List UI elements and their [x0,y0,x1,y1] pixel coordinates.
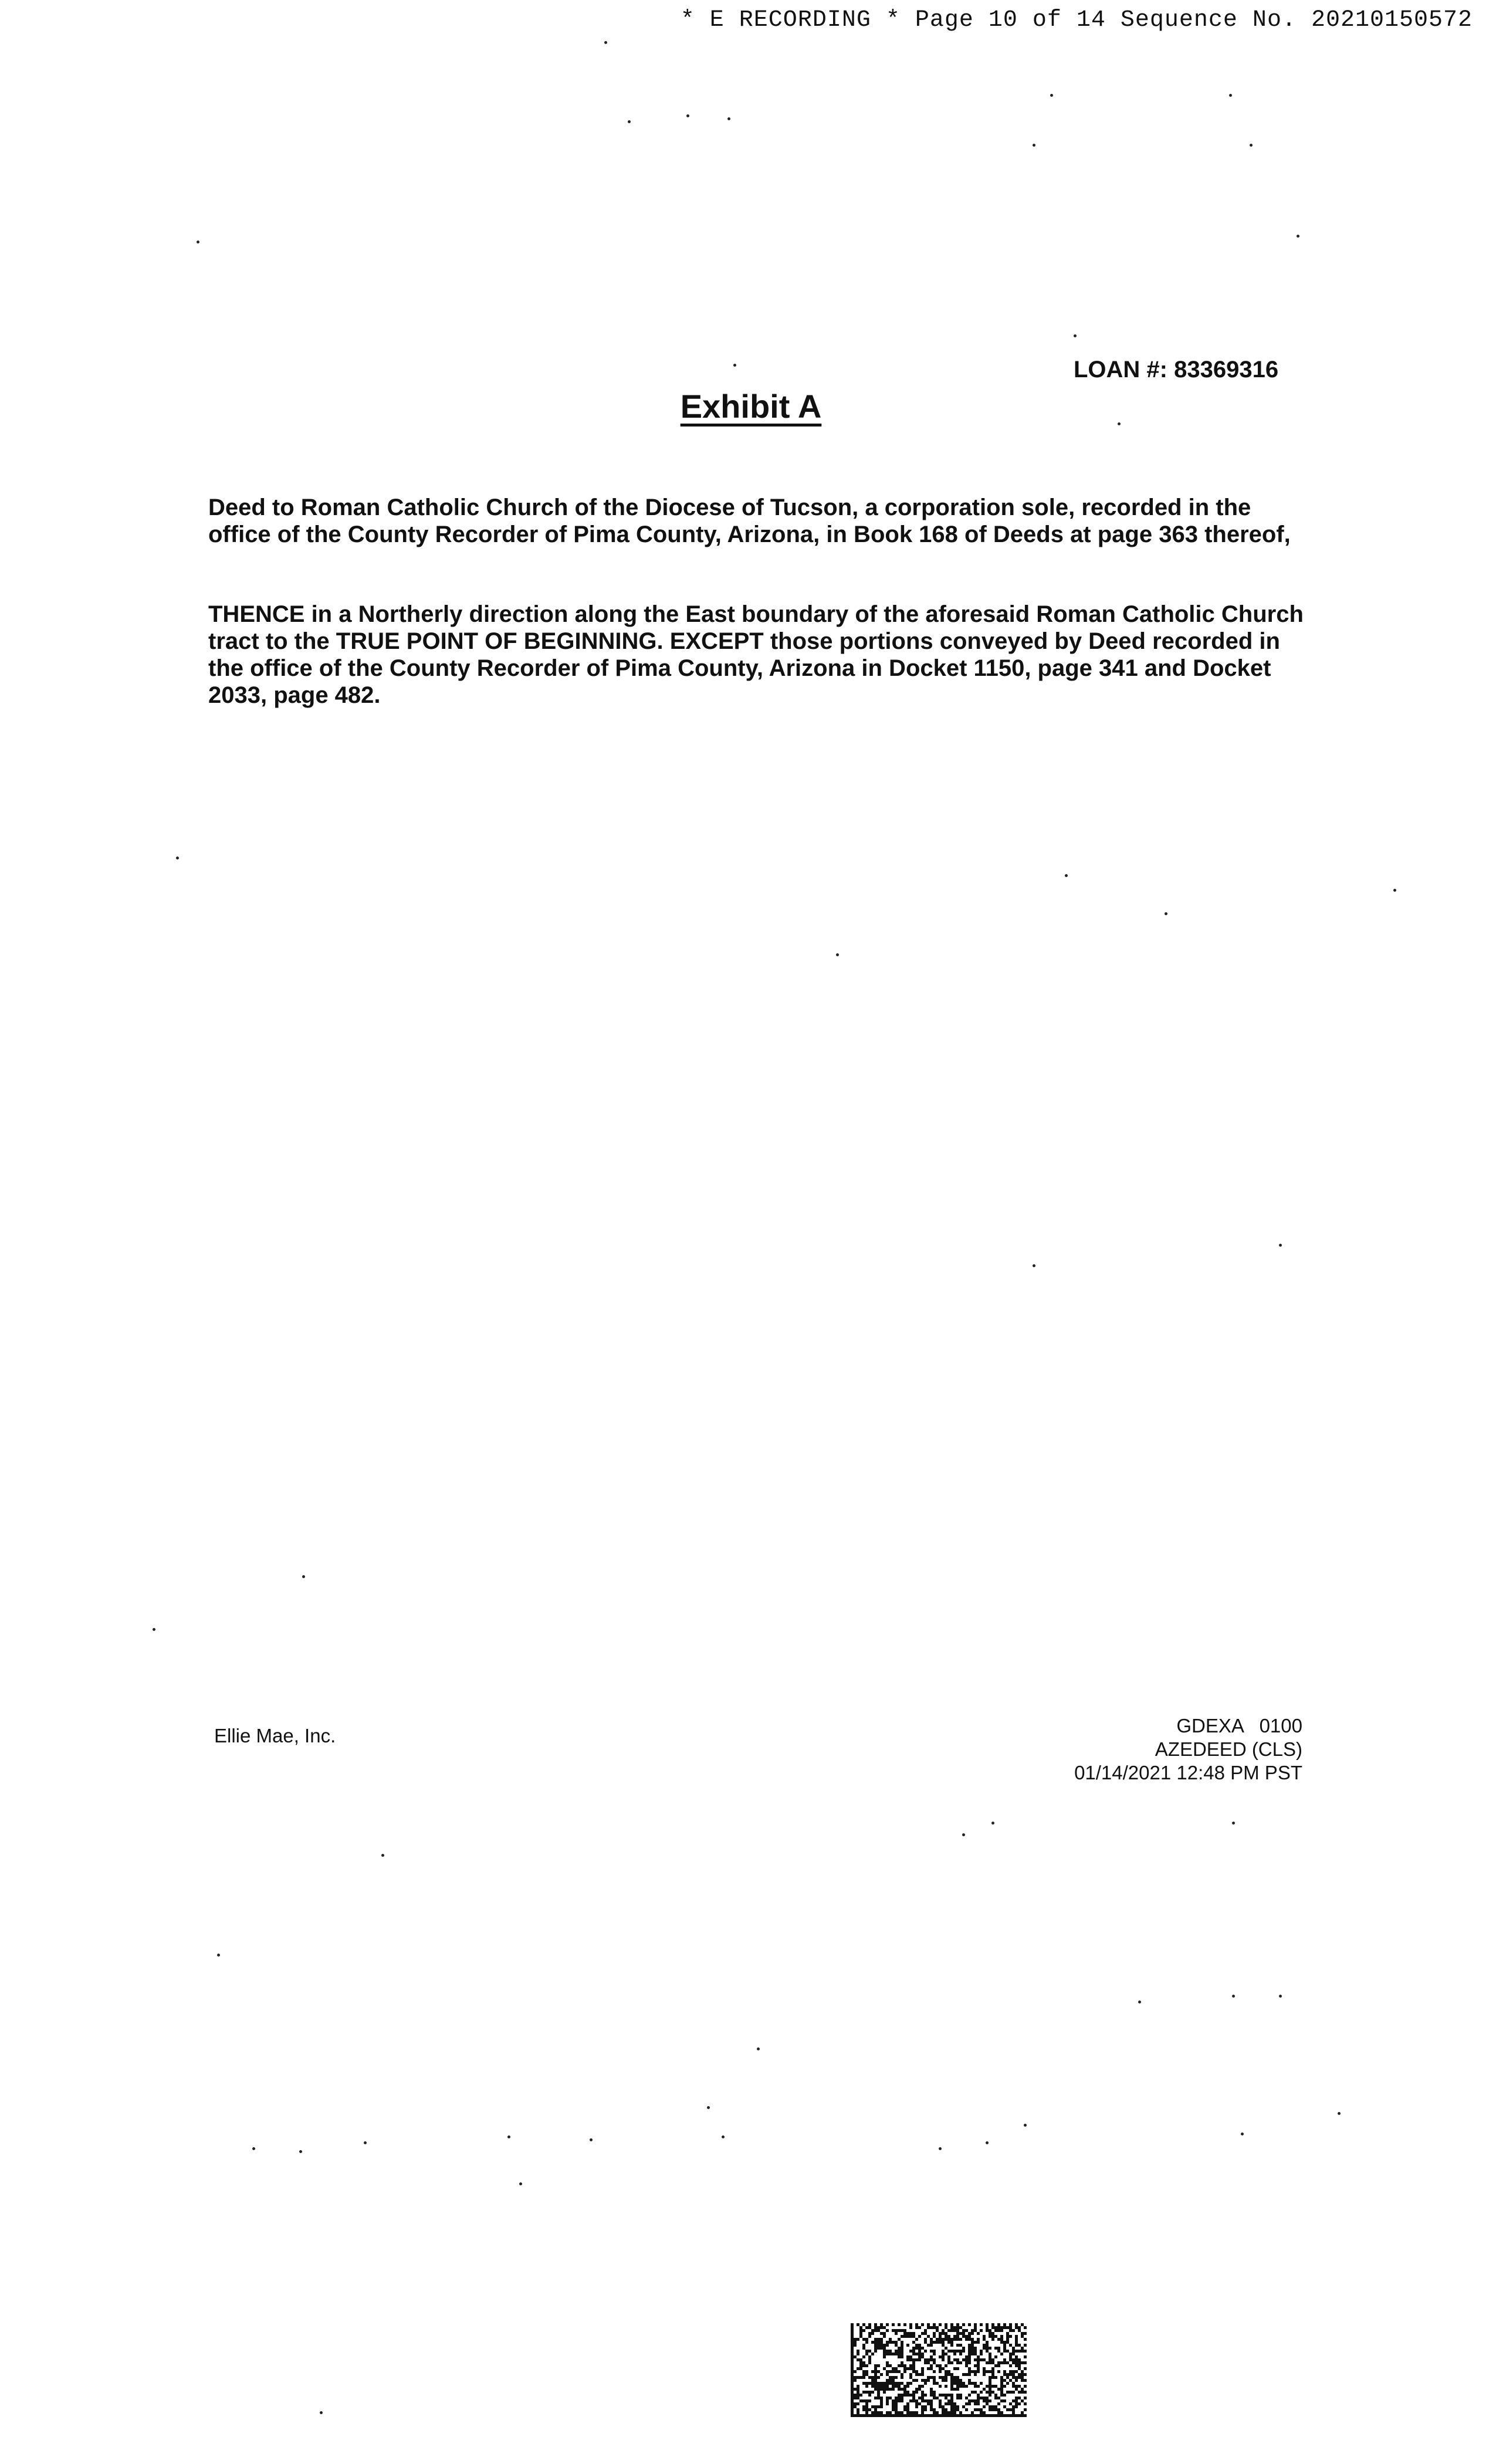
footer-form-name: AZEDEED (CLS) [1155,1738,1302,1760]
scan-speck [1393,889,1396,892]
footer-form-info [1074,1714,1302,1785]
scan-speck [1232,1822,1235,1825]
scan-speck [1229,94,1232,97]
scan-speck [1338,2112,1341,2115]
exhibit-title: Exhibit A [680,388,822,425]
scan-speck [590,2138,593,2141]
scan-speck [1033,1264,1035,1267]
data-matrix-barcode-icon [851,2323,1027,2417]
scan-speck [519,2182,522,2185]
scan-speck [686,114,689,117]
scan-speck [299,2150,302,2153]
scan-speck [1232,1995,1235,1998]
scan-speck [1118,422,1121,425]
scan-speck [153,1628,155,1631]
scan-speck [757,2047,760,2050]
loan-number: LOAN #: 83369316 [1074,357,1279,383]
recording-header: * E RECORDING * Page 10 of 14 Sequence No. 20210150572 [680,7,1473,33]
scan-speck [252,2147,255,2150]
scan-speck [722,2135,725,2138]
scan-speck [1165,912,1167,915]
legal-description-paragraph-2: THENCE in a Northerly direction along the East boundary of the aforesaid Roman Catholic Church tract to the TRUE POINT OF BEGINNING. EXCEPT those portions conveyed by Deed recorded in the office of the County Recorder of Pima County, Arizona in Docket 1150, page 341 and Docket 2033, page 482. [208,601,1304,708]
footer-company: Ellie Mae, Inc. [214,1725,336,1747]
legal-description-paragraph-1: Deed to Roman Catholic Church of the Diocese of Tucson, a corporation sole, recorded in the office of the County Recorder of Pima County, Arizona, in Book 168 of Deeds at page 363 thereof, [208,495,1291,547]
scan-speck [727,117,730,120]
scan-speck [217,1954,220,1957]
scan-speck [1241,2133,1244,2135]
scan-speck [1074,334,1077,337]
scan-speck [1024,2124,1027,2127]
footer-timestamp: 01/14/2021 12:48 PM PST [1074,1762,1302,1783]
scan-speck [628,120,631,123]
scan-speck [604,41,607,44]
scan-speck [1279,1995,1282,1998]
scan-speck [320,2411,323,2414]
scan-speck [991,1822,994,1825]
scan-speck [381,1854,384,1857]
scan-speck [733,364,736,367]
scan-speck [364,2141,367,2144]
scan-speck [1138,2001,1141,2003]
scan-speck [1065,874,1068,877]
scan-speck [197,241,199,243]
scan-speck [962,1833,965,1836]
scan-speck [707,2106,710,2109]
scan-speck [1279,1244,1282,1247]
scan-speck [507,2135,510,2138]
scan-speck [302,1575,305,1578]
scan-speck [939,2147,942,2150]
scan-speck [836,953,839,956]
footer-form-code: GDEXA 0100 [1176,1715,1302,1737]
scan-speck [1297,235,1299,238]
scan-speck [1250,144,1253,147]
scan-speck [1050,94,1053,97]
scan-speck [1033,144,1035,147]
scan-speck [176,857,179,859]
scan-speck [986,2141,989,2144]
